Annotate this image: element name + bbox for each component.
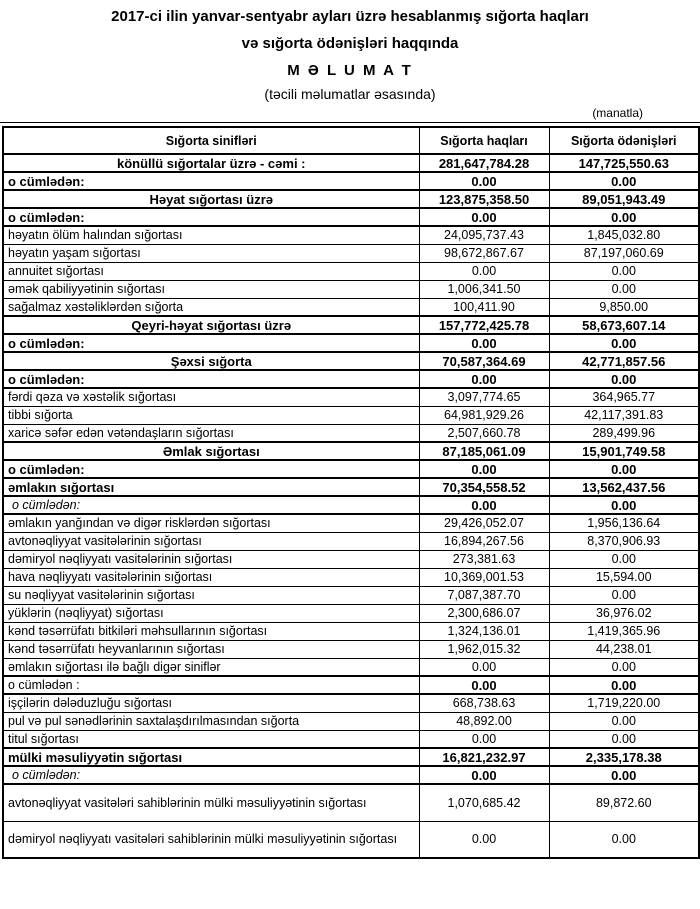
- row-label: o cümlədən:: [3, 208, 419, 226]
- row-label: sağalmaz xəstəliklərdən sığorta: [3, 298, 419, 316]
- row-premium-value: 273,381.63: [419, 550, 549, 568]
- row-label: hava nəqliyyatı vasitələrinin sığortası: [3, 568, 419, 586]
- row-payment-value: 42,771,857.56: [549, 352, 699, 370]
- row-premium-value: 0.00: [419, 766, 549, 784]
- row-premium-value: 0.00: [419, 262, 549, 280]
- row-payment-value: 58,673,607.14: [549, 316, 699, 334]
- row-premium-value: 64,981,929.26: [419, 406, 549, 424]
- row-payment-value: 0.00: [549, 676, 699, 694]
- table-row: [3, 352, 699, 370]
- table-row: [3, 172, 699, 190]
- table-row: [3, 622, 699, 640]
- table-row: [3, 766, 699, 784]
- row-premium-value: 123,875,358.50: [419, 190, 549, 208]
- table-row: [3, 262, 699, 280]
- table-row: [3, 190, 699, 208]
- row-label: pul və pul sənədlərinin saxtalaşdırılmasından sığorta: [3, 712, 419, 730]
- row-payment-value: 89,051,943.49: [549, 190, 699, 208]
- row-payment-value: 15,594.00: [549, 568, 699, 586]
- row-payment-value: 9,850.00: [549, 298, 699, 316]
- row-label: Həyat sığortası üzrə: [3, 190, 419, 208]
- row-payment-value: 289,499.96: [549, 424, 699, 442]
- row-payment-value: 0.00: [549, 370, 699, 388]
- table-row: [3, 478, 699, 496]
- row-label: əmlakın sığortası: [3, 478, 419, 496]
- row-label: titul sığortası: [3, 730, 419, 748]
- row-label: o cümlədən:: [3, 496, 419, 514]
- table-row: [3, 514, 699, 532]
- row-payment-value: 0.00: [549, 712, 699, 730]
- row-premium-value: 24,095,737.43: [419, 226, 549, 244]
- row-label: işçilərin dələduzluğu sığortası: [3, 694, 419, 712]
- row-label: əmlakın sığortası ilə bağlı digər siniflər: [3, 658, 419, 676]
- row-premium-value: 1,962,015.32: [419, 640, 549, 658]
- row-premium-value: 0.00: [419, 370, 549, 388]
- header-payments: Sığorta ödənişləri: [549, 127, 699, 154]
- row-premium-value: 0.00: [419, 334, 549, 352]
- row-label: o cümlədən:: [3, 766, 419, 784]
- row-label: o cümlədən:: [3, 370, 419, 388]
- report-title-line1: 2017-ci ilin yanvar-sentyabr ayları üzrə hesablanmış sığorta haqları: [111, 8, 589, 25]
- table-row: [3, 748, 699, 766]
- row-label: kənd təsərrüfatı bitkiləri məhsullarının sığortası: [3, 622, 419, 640]
- row-premium-value: 1,324,136.01: [419, 622, 549, 640]
- row-payment-value: 89,872.60: [549, 784, 699, 821]
- row-payment-value: 0.00: [549, 586, 699, 604]
- table-row: [3, 550, 699, 568]
- table-row: [3, 424, 699, 442]
- table-row: [3, 388, 699, 406]
- table-row: [3, 676, 699, 694]
- row-payment-value: 15,901,749.58: [549, 442, 699, 460]
- row-premium-value: 10,369,001.53: [419, 568, 549, 586]
- row-premium-value: 7,087,387.70: [419, 586, 549, 604]
- row-premium-value: 29,426,052.07: [419, 514, 549, 532]
- row-payment-value: 44,238.01: [549, 640, 699, 658]
- row-premium-value: 3,097,774.65: [419, 388, 549, 406]
- table-row: [3, 604, 699, 622]
- table-row: [3, 568, 699, 586]
- row-payment-value: 0.00: [549, 280, 699, 298]
- row-label: dəmiryol nəqliyyatı vasitələri sahiblərinin mülki məsuliyyətinin sığortası: [3, 821, 419, 858]
- row-label: o cümlədən :: [3, 676, 419, 694]
- row-payment-value: 36,976.02: [549, 604, 699, 622]
- row-premium-value: 668,738.63: [419, 694, 549, 712]
- row-payment-value: 0.00: [549, 262, 699, 280]
- row-label: fərdi qəza və xəstəlik sığortası: [3, 388, 419, 406]
- row-label: o cümlədən:: [3, 334, 419, 352]
- row-payment-value: 0.00: [549, 172, 699, 190]
- table-row: [3, 640, 699, 658]
- row-label: o cümlədən:: [3, 172, 419, 190]
- header-classes: Sığorta sinifləri: [3, 127, 419, 154]
- row-premium-value: 16,894,267.56: [419, 532, 549, 550]
- currency-unit-note: (manatla): [592, 106, 643, 120]
- row-payment-value: 364,965.77: [549, 388, 699, 406]
- table-row: [3, 406, 699, 424]
- row-label: Şəxsi sığorta: [3, 352, 419, 370]
- table-row: [3, 316, 699, 334]
- insurance-table-header: [3, 127, 699, 154]
- row-label: su nəqliyyat vasitələrinin sığortası: [3, 586, 419, 604]
- row-premium-value: 16,821,232.97: [419, 748, 549, 766]
- row-label: dəmiryol nəqliyyatı vasitələrinin sığortası: [3, 550, 419, 568]
- row-premium-value: 157,772,425.78: [419, 316, 549, 334]
- insurance-table-body: [3, 154, 699, 858]
- row-premium-value: 0.00: [419, 496, 549, 514]
- table-row: [3, 532, 699, 550]
- row-label: xaricə səfər edən vətəndaşların sığortası: [3, 424, 419, 442]
- table-row: [3, 460, 699, 478]
- row-label: həyatın ölüm halından sığortası: [3, 226, 419, 244]
- table-row: [3, 370, 699, 388]
- header-row: [3, 127, 699, 154]
- row-premium-value: 2,300,686.07: [419, 604, 549, 622]
- table-row: [3, 244, 699, 262]
- row-payment-value: 0.00: [549, 766, 699, 784]
- row-payment-value: 0.00: [549, 496, 699, 514]
- row-payment-value: 0.00: [549, 658, 699, 676]
- row-label: yüklərin (nəqliyyat) sığortası: [3, 604, 419, 622]
- row-payment-value: 0.00: [549, 460, 699, 478]
- row-label: tibbi sığorta: [3, 406, 419, 424]
- row-premium-value: 87,185,061.09: [419, 442, 549, 460]
- table-row: [3, 442, 699, 460]
- row-label: mülki məsuliyyətin sığortası: [3, 748, 419, 766]
- row-premium-value: 281,647,784.28: [419, 154, 549, 172]
- row-label: annuitet sığortası: [3, 262, 419, 280]
- row-payment-value: 1,419,365.96: [549, 622, 699, 640]
- table-row: [3, 658, 699, 676]
- row-payment-value: 1,956,136.64: [549, 514, 699, 532]
- row-premium-value: 0.00: [419, 821, 549, 858]
- report-title-block: [0, 0, 700, 104]
- header-premiums: Sığorta haqları: [419, 127, 549, 154]
- row-payment-value: 1,845,032.80: [549, 226, 699, 244]
- report-subtitle: (təcili məlumatlar əsasında): [264, 86, 436, 102]
- table-row: [3, 298, 699, 316]
- row-payment-value: 0.00: [549, 334, 699, 352]
- row-payment-value: 42,117,391.83: [549, 406, 699, 424]
- table-row: [3, 280, 699, 298]
- row-premium-value: 2,507,660.78: [419, 424, 549, 442]
- table-row: [3, 712, 699, 730]
- row-payment-value: 0.00: [549, 550, 699, 568]
- row-premium-value: 70,354,558.52: [419, 478, 549, 496]
- row-payment-value: 13,562,437.56: [549, 478, 699, 496]
- table-row: [3, 586, 699, 604]
- row-payment-value: 0.00: [549, 730, 699, 748]
- table-row: [3, 694, 699, 712]
- table-row: [3, 226, 699, 244]
- row-premium-value: 0.00: [419, 676, 549, 694]
- row-premium-value: 1,006,341.50: [419, 280, 549, 298]
- row-label: o cümlədən:: [3, 460, 419, 478]
- row-premium-value: 0.00: [419, 730, 549, 748]
- row-label: avtonəqliyyat vasitələri sahiblərinin mülki məsuliyyətinin sığortası: [3, 784, 419, 821]
- horizontal-rule: [0, 122, 700, 123]
- table-row: [3, 334, 699, 352]
- table-row: [3, 821, 699, 858]
- row-payment-value: 8,370,906.93: [549, 532, 699, 550]
- row-premium-value: 48,892.00: [419, 712, 549, 730]
- row-label: könüllü sığortalar üzrə - cəmi :: [3, 154, 419, 172]
- row-label: avtonəqliyyat vasitələrinin sığortası: [3, 532, 419, 550]
- row-payment-value: 147,725,550.63: [549, 154, 699, 172]
- row-label: həyatın yaşam sığortası: [3, 244, 419, 262]
- row-payment-value: 0.00: [549, 208, 699, 226]
- row-premium-value: 98,672,867.67: [419, 244, 549, 262]
- row-payment-value: 87,197,060.69: [549, 244, 699, 262]
- table-row: [3, 730, 699, 748]
- row-label: əmlakın yanğından və digər risklərdən sığortası: [3, 514, 419, 532]
- row-premium-value: 0.00: [419, 172, 549, 190]
- table-row: [3, 208, 699, 226]
- table-row: [3, 784, 699, 821]
- row-payment-value: 0.00: [549, 821, 699, 858]
- row-premium-value: 70,587,364.69: [419, 352, 549, 370]
- row-premium-value: 1,070,685.42: [419, 784, 549, 821]
- row-label: Əmlak sığortası: [3, 442, 419, 460]
- row-payment-value: 2,335,178.38: [549, 748, 699, 766]
- table-row: [3, 154, 699, 172]
- row-premium-value: 0.00: [419, 208, 549, 226]
- row-premium-value: 0.00: [419, 658, 549, 676]
- report-title-melumat: M Ə L U M A T: [287, 62, 413, 79]
- table-row: [3, 496, 699, 514]
- row-payment-value: 1,719,220.00: [549, 694, 699, 712]
- row-label: kənd təsərrüfatı heyvanlarının sığortası: [3, 640, 419, 658]
- report-title-line2: və sığorta ödənişləri haqqında: [241, 35, 459, 52]
- row-label: əmək qabiliyyətinin sığortası: [3, 280, 419, 298]
- insurance-table: [2, 126, 700, 859]
- row-label: Qeyri-həyat sığortası üzrə: [3, 316, 419, 334]
- row-premium-value: 0.00: [419, 460, 549, 478]
- row-premium-value: 100,411.90: [419, 298, 549, 316]
